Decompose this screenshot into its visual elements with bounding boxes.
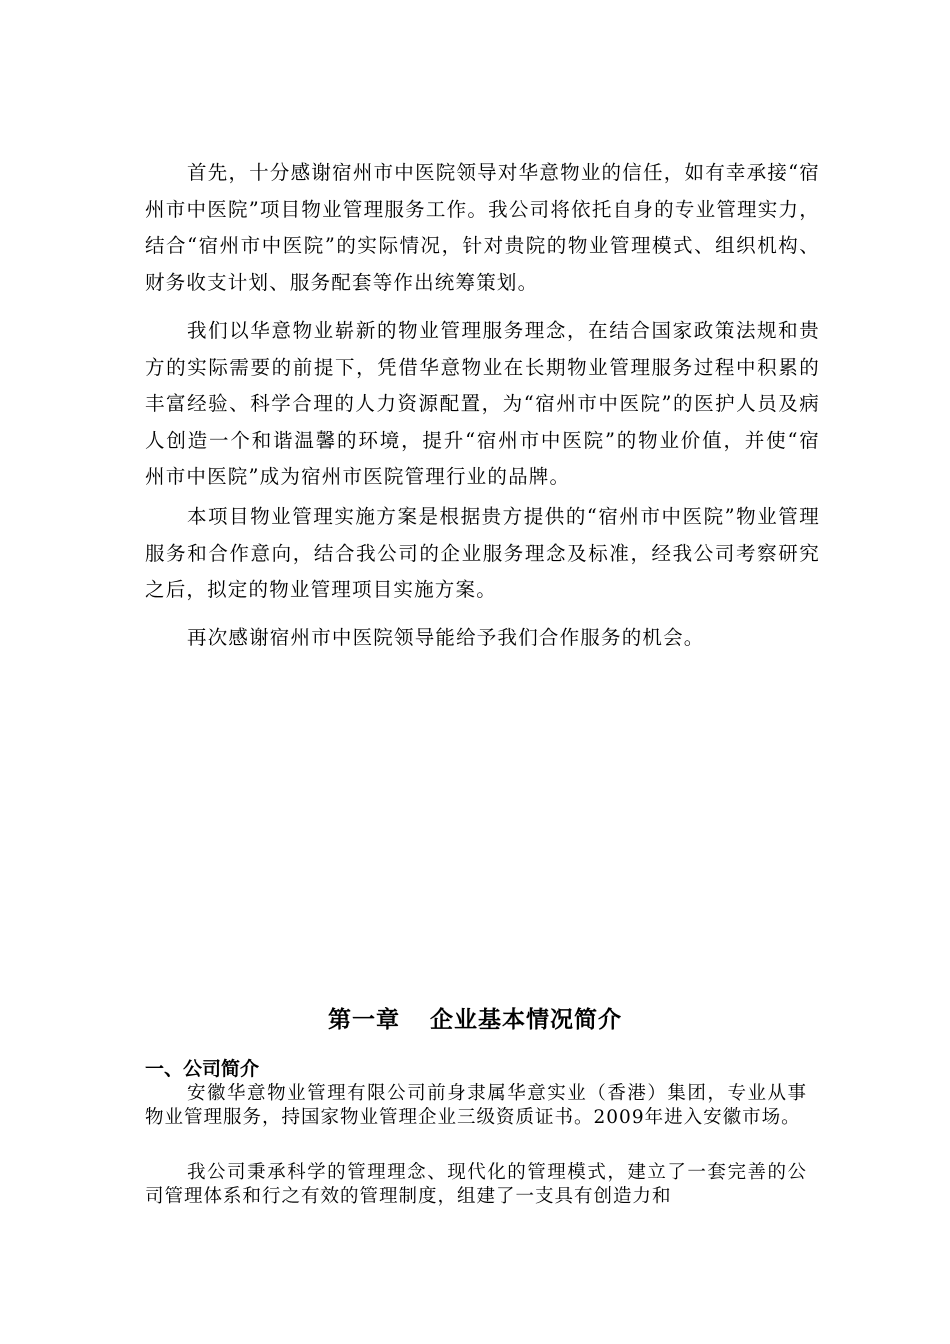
intro-paragraph: 再次感谢宿州市中医院领导能给予我们合作服务的机会。 [187, 626, 705, 649]
chapter-number: 第一章 [328, 1007, 400, 1033]
section-heading: 一、公司简介 [145, 1058, 260, 1080]
section-paragraph: 安徽华意物业管理有限公司前身隶属华意实业（香港）集团，专业从事物业管理服务，持国家物业管理企业三级资质证书。2009年进入安徽市场。 [145, 1083, 807, 1128]
intro-paragraph: 首先，十分感谢宿州市中医院领导对华意物业的信任，如有幸承接“宿州市中医院”项目物业管理服务工作。我公司将依托自身的专业管理实力，结合“宿州市中医院”的实际情况，针对贵院的物业管理模式、组织机构、财务收支计划、服务配套等作出统筹策划。 [145, 161, 820, 294]
intro-paragraph: 本项目物业管理实施方案是根据贵方提供的“宿州市中医院”物业管理服务和合作意向，结合我公司的企业服务理念及标准，经我公司考察研究之后，拟定的物业管理项目实施方案。 [145, 505, 820, 601]
section-paragraph: 我公司秉承科学的管理理念、现代化的管理模式，建立了一套完善的公司管理体系和行之有效的管理制度，组建了一支具有创造力和 [145, 1162, 807, 1207]
intro-paragraph: 我们以华意物业崭新的物业管理服务理念，在结合国家政策法规和贵方的实际需要的前提下，凭借华意物业在长期物业管理服务过程中积累的丰富经验、科学合理的人力资源配置，为“宿州市中医院”的医护人员及病人创造一个和谐温馨的环境，提升“宿州市中医院”的物业价值，并使“宿州市中医院”成为宿州市医院管理行业的品牌。 [145, 319, 820, 488]
chapter-name: 企业基本情况简介 [430, 1007, 622, 1033]
chapter-title [145, 1000, 805, 1040]
